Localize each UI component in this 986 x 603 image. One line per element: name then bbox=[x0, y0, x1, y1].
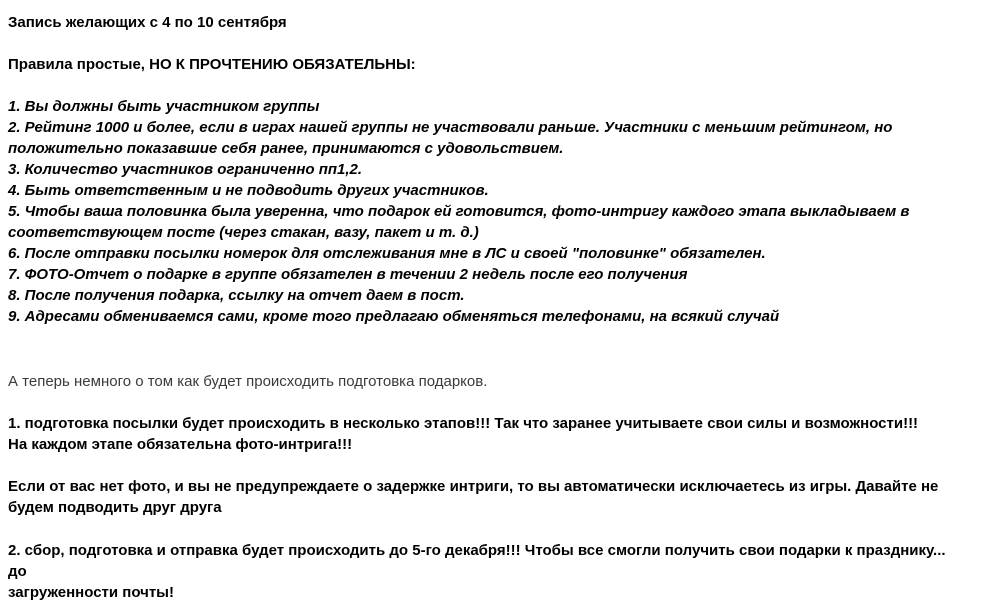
rule-item: соответствующем посте (через стакан, вазу, пакет и т. д.) bbox=[8, 224, 479, 241]
stage-line: Если от вас нет фото, и вы не предупреждаете о задержке интриги, то вы автоматически исключаетесь из игры. Давайте не bbox=[8, 478, 939, 495]
stage-line: загруженности почты! bbox=[8, 584, 174, 601]
rules-heading bbox=[8, 54, 958, 75]
rule-item: 9. Адресами обмениваемся сами, кроме того предлагаю обменяться телефонами, на всякий случай bbox=[8, 308, 780, 325]
stage-line: На каждом этапе обязательна фото-интрига!!! bbox=[8, 436, 353, 453]
rules-heading-text: Правила простые, НО К ПРОЧТЕНИЮ ОБЯЗАТЕЛЬНЫ: bbox=[8, 56, 416, 73]
rule-item: 7. ФОТО-Отчет о подарке в группе обязателен в течении 2 недель после его получения bbox=[8, 266, 688, 283]
rule-item: положительно показавшие себя ранее, принимаются с удовольствием. bbox=[8, 140, 564, 157]
rule-item: 1. Вы должны быть участником группы bbox=[8, 98, 320, 115]
rules-list bbox=[8, 96, 958, 327]
rule-item: 2. Рейтинг 1000 и более, если в играх нашей группы не участвовали раньше. Участники с меньшим рейтингом, но bbox=[8, 119, 893, 136]
rule-item: 6. После отправки посылки номерок для отслеживания мне в ЛС и своей "половинке" обязателен. bbox=[8, 245, 766, 262]
rule-item: 4. Быть ответственным и не подводить других участников. bbox=[8, 182, 489, 199]
stage-line: 1. подготовка посылки будет происходить в несколько этапов!!! Так что заранее учитываете свои силы и возможности!!! bbox=[8, 415, 919, 432]
stage-line: будем подводить друг друга bbox=[8, 499, 222, 516]
intro-paragraph bbox=[8, 371, 958, 392]
stage-paragraph-3 bbox=[8, 540, 958, 603]
stage-paragraph-1 bbox=[8, 413, 958, 455]
intro-text: А теперь немного о том как будет происходить подготовка подарков. bbox=[8, 373, 488, 390]
rule-item: 8. После получения подарка, ссылку на отчет даем в пост. bbox=[8, 287, 465, 304]
post-title bbox=[8, 12, 958, 33]
stage-line: 2. сбор, подготовка и отправка будет происходить до 5-го декабря!!! Чтобы все смогли получить свои подарки к празднику... до bbox=[8, 542, 946, 580]
rule-item: 3. Количество участников ограниченно пп1,2. bbox=[8, 161, 363, 178]
title-text: Запись желающих с 4 по 10 сентября bbox=[8, 14, 287, 31]
rule-item: 5. Чтобы ваша половинка была уверенна, что подарок ей готовится, фото-интригу каждого этапа выкладываем в bbox=[8, 203, 910, 220]
stage-paragraph-2 bbox=[8, 476, 958, 518]
